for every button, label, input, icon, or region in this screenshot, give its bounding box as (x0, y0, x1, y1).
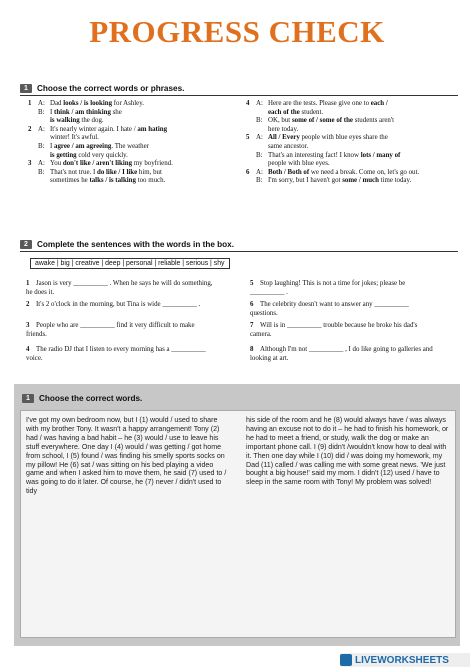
speaker-label: B: (38, 168, 45, 176)
question-number: 6 (246, 168, 250, 176)
section1-right (246, 100, 456, 186)
question-text: student. (299, 108, 324, 116)
question-text: winter! It's awful. (50, 134, 99, 142)
answer-options[interactable]: do like / I like (96, 168, 138, 176)
sentence-item (250, 301, 438, 318)
speaker-label: A: (38, 160, 45, 168)
speaker-label: B: (256, 117, 263, 125)
question-line (28, 117, 228, 126)
section3-left-text: I've got my own bedroom now, but I (1) would / used to share with my brother Tony. It wasn't a happy arrangement! Tony (2) had / was having a bad habit – he (3) would / use to leave his stuff everywhere. One day I (4) would / was getting / got home from school, I (5) found / was finding his smelly sports socks on my pillow! He (6) sat / was sitting on his bed playing a video game and when I asked him to move them, he said (7) used to / was going to do it later. Of course, he (7) never / didn't used to tidy (26, 416, 227, 496)
question-text: That's not true. I (50, 168, 97, 176)
sentence-text[interactable]: It's 2 o'clock in the morning, but Tina is wide __________ . (36, 301, 201, 308)
answer-options[interactable]: talks / is talking (89, 177, 136, 185)
sentence-text[interactable]: Jason is very __________ . When he says he will do something, he does it. (26, 280, 213, 296)
sentence-item (250, 322, 438, 339)
speaker-label: A: (256, 168, 263, 176)
question-text: I (50, 142, 55, 150)
question-text: time today. (378, 177, 412, 185)
question-text: same ancestor. (268, 142, 309, 150)
question-text: You (50, 160, 63, 168)
speaker-label: B: (256, 151, 263, 159)
question-number: 5 (246, 134, 250, 142)
sentence-text[interactable]: Will is in __________ trouble because he broke his dad's camera. (250, 322, 418, 338)
question-line (246, 134, 456, 143)
page-title: PROGRESS CHECK (89, 14, 385, 49)
question-text: I'm sorry, but I haven't got (268, 177, 343, 185)
question-text: sometimes he (50, 177, 90, 185)
sentence-item (250, 346, 438, 363)
question-line (246, 109, 456, 118)
question-number: 2 (28, 125, 32, 133)
question-line (28, 160, 228, 169)
answer-options[interactable]: am hating (137, 125, 168, 133)
question-line (246, 143, 456, 152)
sentence-text[interactable]: People who are __________ find it very difficult to make friends. (26, 322, 195, 338)
answer-options[interactable]: some / much (342, 177, 379, 185)
question-line (28, 143, 228, 152)
sentence-number: 5 (250, 280, 254, 287)
answer-options[interactable]: is walking (50, 117, 80, 125)
question-text: Here are the tests. Please give one to (268, 100, 371, 107)
question-text: my boyfriend. (132, 160, 173, 168)
question-line (246, 117, 456, 126)
answer-options[interactable]: each of the (268, 108, 300, 116)
section1-rule (20, 95, 458, 96)
section3-title: Choose the correct words. (39, 394, 143, 403)
question-text: . The weather (111, 142, 149, 150)
question-text: That's an interesting fact! I know (268, 151, 361, 159)
question-line (246, 169, 456, 178)
question-text: the dog. (79, 117, 104, 125)
sentence-number: 1 (26, 280, 30, 287)
question-text: too much. (135, 177, 166, 185)
answer-options[interactable]: Both / Both of (268, 168, 310, 176)
sentence-number: 4 (26, 346, 30, 353)
sentence-text[interactable]: Although I'm not __________ , I do like going to galleries and looking at art. (250, 346, 433, 362)
question-text: here today. (268, 125, 299, 133)
sentence-text[interactable]: The celebrity doesn't want to answer any __________ questions. (250, 301, 409, 317)
question-number: 1 (28, 100, 32, 107)
sentence-number: 3 (26, 322, 30, 329)
section1-left (28, 100, 228, 186)
section2-number: 2 (20, 240, 32, 249)
sentence-number: 8 (250, 346, 254, 353)
question-line (28, 126, 228, 135)
sentence-text[interactable]: Stop laughing! This is not a time for jokes; please be __________ . (250, 280, 406, 296)
question-line (246, 126, 456, 135)
sentence-item (26, 322, 214, 339)
answer-options[interactable]: lots / many of (360, 151, 401, 159)
answer-options[interactable]: don't like / aren't liking (62, 160, 133, 168)
sentence-number: 6 (250, 301, 254, 308)
question-line (28, 152, 228, 161)
question-text: It's nearly winter again. I hate / (50, 125, 138, 133)
answer-options[interactable]: looks / is looking (63, 100, 113, 107)
sentence-item (26, 301, 214, 310)
question-line (28, 100, 228, 109)
question-text: I (50, 108, 55, 116)
speaker-label: B: (256, 177, 263, 185)
question-text: people with blue eyes. (268, 160, 330, 168)
question-text: for Ashley. (112, 100, 144, 107)
section2-rule (20, 251, 458, 252)
speaker-label: A: (256, 134, 263, 142)
sentence-number: 7 (250, 322, 254, 329)
liveworksheets-logo-icon (340, 654, 352, 666)
footer-text: LIVEWORKSHEETS (355, 654, 449, 666)
question-text: she (110, 108, 122, 116)
sentence-item (26, 280, 214, 297)
question-line (246, 177, 456, 186)
question-text: him, but (137, 168, 162, 176)
question-text: Dad (50, 100, 64, 107)
section3-number: 1 (22, 394, 34, 403)
sentence-text[interactable]: The radio DJ that I listen to every morning has a __________ voice. (26, 346, 206, 362)
question-text: people with blue eyes share the (299, 134, 388, 142)
question-line (28, 177, 228, 186)
speaker-label: A: (38, 125, 45, 133)
question-line (28, 109, 228, 118)
sentence-item (250, 280, 438, 297)
sentence-number: 2 (26, 301, 30, 308)
answer-options[interactable]: All / Every (268, 134, 300, 142)
answer-options[interactable]: some of / some of the (291, 117, 353, 125)
section1-number: 1 (20, 84, 32, 93)
speaker-label: B: (38, 108, 45, 116)
question-number: 3 (28, 160, 32, 168)
question-line (246, 100, 456, 109)
section3-heading (22, 394, 142, 403)
question-text: we need a break. Come on, let's go out. (309, 168, 420, 176)
word-box: awake | big | creative | deep | personal | reliable | serious | shy (30, 258, 230, 269)
section3-right-text: his side of the room and he (8) would always have / was always having an excuse not to do it – he had to finish his homework, or he had to meet a friend, or study, walk the dog or make an important phone call. I (9) didn't /wouldn't know how to deal with it. Then one day while I (10) did / was doing my homework, my Dad (11) called / was calling me with some great news. 'We just bought a big house!' said my mom. I didn't (12) used / have to sleep in the same room with Tony! My problem was solved! (246, 416, 449, 487)
question-text: OK, but (268, 117, 292, 125)
question-text: cold very quickly. (76, 151, 128, 159)
question-line (246, 152, 456, 161)
section1-title: Choose the correct words or phrases. (37, 84, 185, 93)
speaker-label: B: (38, 142, 45, 150)
question-line (246, 160, 456, 169)
answer-options[interactable]: each / (370, 100, 388, 107)
question-line (28, 134, 228, 143)
sentence-item (26, 346, 214, 363)
answer-options[interactable]: agree / am agreeing (54, 142, 112, 150)
speaker-label: A: (256, 100, 263, 107)
section2-title: Complete the sentences with the words in the box. (37, 240, 234, 249)
question-text: students aren't (352, 117, 395, 125)
section2-heading (20, 240, 234, 249)
answer-options[interactable]: think / am thinking (54, 108, 111, 116)
liveworksheets-badge (340, 653, 470, 667)
question-number: 4 (246, 100, 250, 107)
speaker-label: A: (38, 100, 45, 107)
section1-heading (20, 84, 184, 93)
question-line (28, 169, 228, 178)
answer-options[interactable]: is getting (50, 151, 77, 159)
